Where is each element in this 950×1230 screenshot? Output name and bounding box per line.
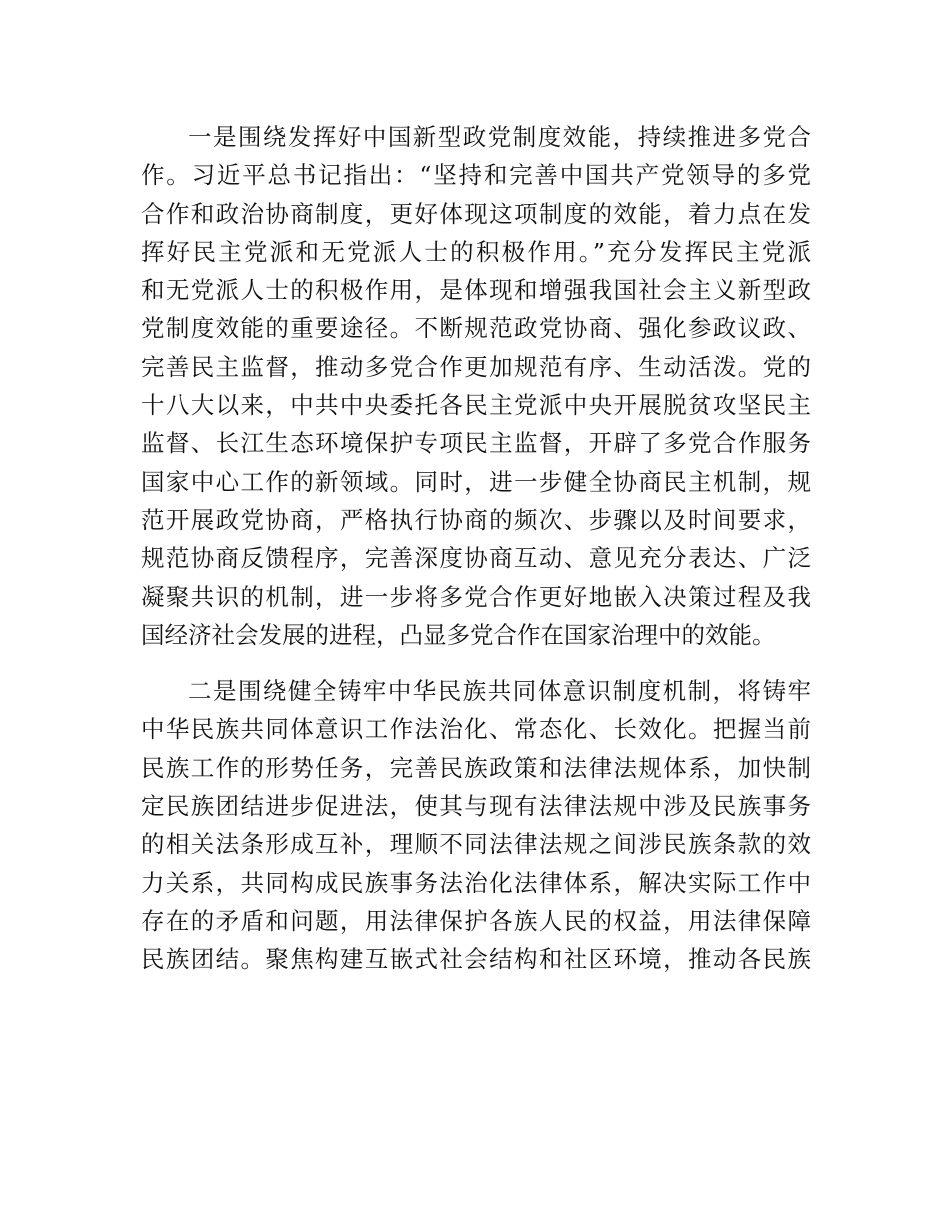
text-line: 一是围绕发挥好中国新型政党制度效能，持续推进多党合	[188, 123, 811, 151]
text-line: 监督、长江生态环境保护专项民主监督，开辟了多党合作服务	[141, 429, 811, 458]
paragraph-2	[141, 672, 811, 978]
text-line: 的相关法条形成互补，理顺不同法律法规之间涉民族条款的效	[141, 830, 811, 859]
text-line: 挥好民主党派和无党派人士的积极作用。”充分发挥民主党派	[141, 237, 811, 266]
text-line: 凝聚共识的机制，进一步将多党合作更好地嵌入决策过程及我	[141, 582, 811, 611]
document-body	[141, 118, 811, 979]
paragraph-1	[141, 118, 811, 654]
text-line: 国家中心工作的新领域。同时，进一步健全协商民主机制，规	[141, 467, 811, 496]
text-line: 国经济社会发展的进程，凸显多党合作在国家治理中的效能。	[141, 620, 776, 649]
text-line: 民族工作的形势任务，完善民族政策和法律法规体系，加快制	[141, 753, 811, 782]
text-line: 中华民族共同体意识工作法治化、常态化、长效化。把握当前	[141, 715, 811, 744]
text-line: 作。习近平总书记指出：“坚持和完善中国共产党领导的多党	[141, 161, 811, 190]
text-line: 二是围绕健全铸牢中华民族共同体意识制度机制，将铸牢	[188, 677, 811, 706]
text-line: 规范协商反馈程序，完善深度协商互动、意见充分表达、广泛	[141, 544, 811, 573]
text-line: 力关系，共同构成民族事务法治化法律体系，解决实际工作中	[141, 868, 811, 897]
text-line: 合作和政治协商制度，更好体现这项制度的效能，着力点在发	[141, 199, 811, 228]
text-line: 范开展政党协商，严格执行协商的频次、步骤以及时间要求，	[141, 505, 811, 534]
text-line: 完善民主监督，推动多党合作更加规范有序、生动活泼。党的	[141, 352, 811, 381]
text-line: 存在的矛盾和问题，用法律保护各族人民的权益，用法律保障	[141, 906, 811, 935]
text-line: 和无党派人士的积极作用，是体现和增强我国社会主义新型政	[141, 276, 811, 305]
paragraph-spacer	[141, 654, 811, 672]
text-line: 党制度效能的重要途径。不断规范政党协商、强化参政议政、	[141, 314, 811, 343]
text-line: 十八大以来，中共中央委托各民主党派中央开展脱贫攻坚民主	[141, 391, 811, 420]
text-line: 民族团结。聚焦构建互嵌式社会结构和社区环境，推动各民族	[141, 945, 811, 974]
text-line: 定民族团结进步促进法，使其与现有法律法规中涉及民族事务	[141, 792, 811, 821]
